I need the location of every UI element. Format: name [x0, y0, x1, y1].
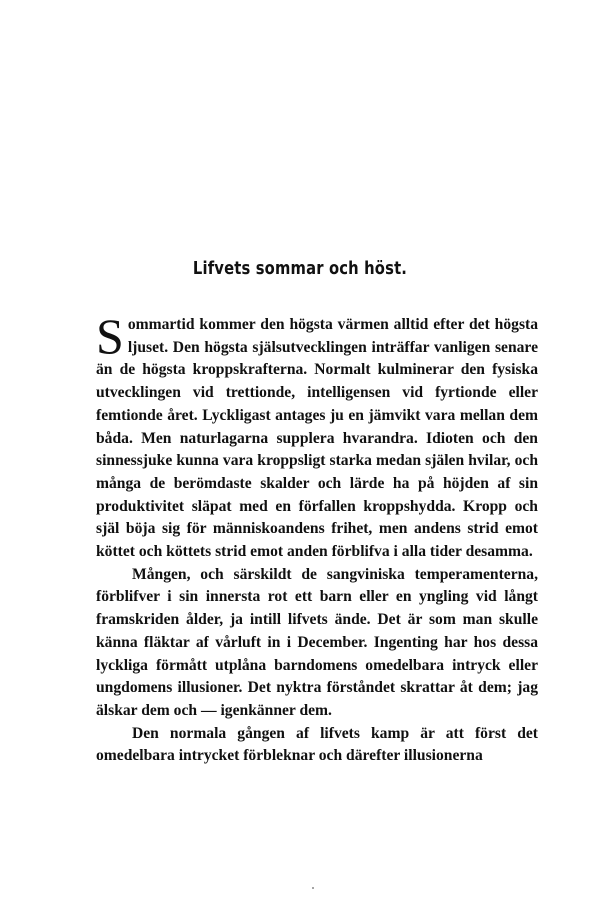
drop-cap: S	[96, 308, 124, 364]
body-text	[96, 308, 538, 768]
paragraph-3: Den normala gången af lifvets kamp är att först det omedelbara intrycket förbleknar och därefter illusionerna	[96, 724, 538, 765]
paragraph-1	[96, 308, 538, 564]
paragraph-2: Mången, och särskildt de sangviniska temperamenterna, förblifver i sin innersta rot ett barn eller en yngling vid långt framskriden ålder, ja intill lifvets ände. Det är som man skulle känna fläktar af vårluft in i December. Ingenting har hos dessa lyckliga förmått utplåna barndomens omedelbara intryck eller ungdomens illusioner. Det nyktra förståndet skrattar åt dem; jag älskar dem och — igenkänner dem.	[96, 565, 538, 719]
paragraph-1-text: ommartid kommer den högsta värmen alltid efter det högsta ljuset. Den högsta själsutvecklingen inträffar vanligen senare än de högsta kroppskrafterna. Normalt kulminerar den fysiska utvecklingen vid trettionde, intelligensen vid fyrtionde eller femtionde året. Lyckligast antages ju en jämvikt vara mellan dem båda. Men naturlagarna supplera hvarandra. Idioten och den sinnessjuke kunna vara kroppsligt starka medan själen hvilar, och många de berömdaste skalder och lärde ha på höjden af sin produktivitet släpat med en förfallen kroppshydda. Kropp och själ böja sig för människoandens frihet, men andens strid emot köttet och köttets strid emot anden förblifva i alla tider desamma.	[96, 316, 538, 561]
chapter-title: Lifvets sommar och höst.	[192, 258, 408, 279]
page-speck	[312, 887, 314, 889]
